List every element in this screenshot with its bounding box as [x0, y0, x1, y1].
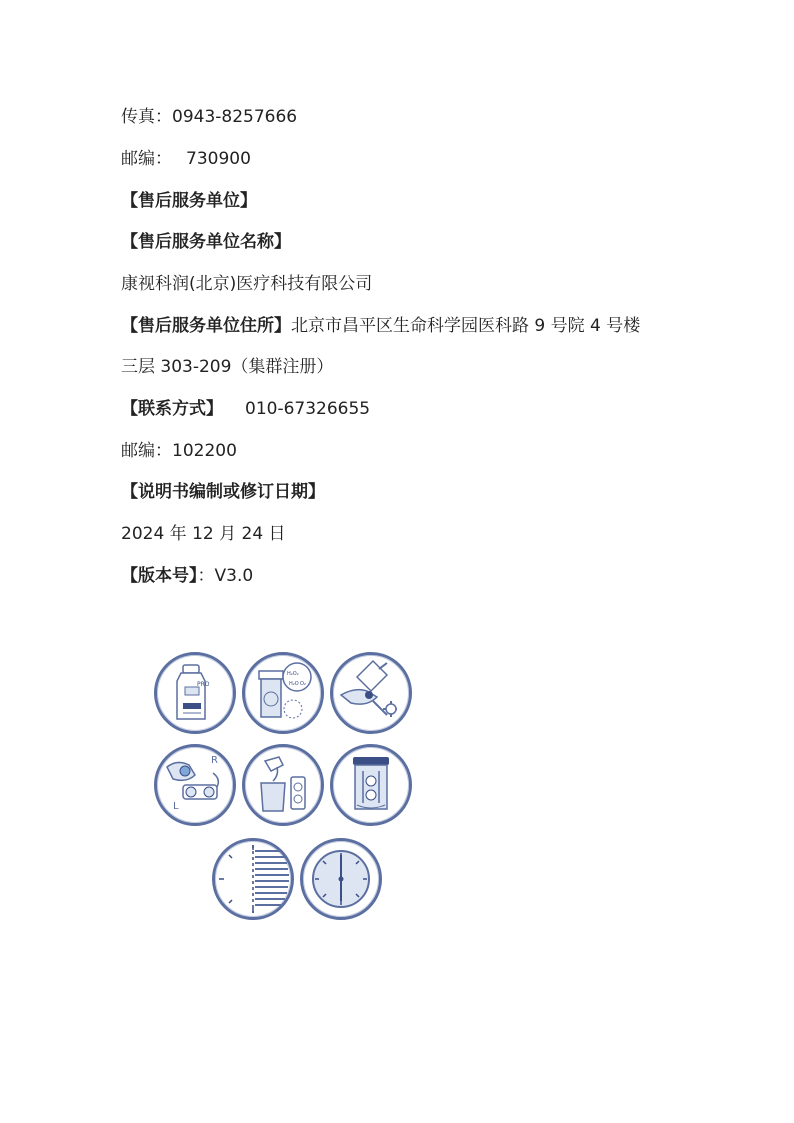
revision-date-heading: 【说明书编制或修订日期】	[121, 482, 325, 502]
version-separator: ：	[197, 566, 215, 586]
bottle-label-text: PRO	[197, 681, 210, 688]
after-sales-unit-name-heading: 【售后服务单位名称】	[121, 232, 291, 252]
full-clock-icon	[300, 838, 382, 920]
solution-bottle-icon	[154, 652, 236, 734]
chem-label-3: O₂	[300, 681, 306, 687]
contact-line	[121, 398, 370, 420]
postcode-label: 邮编：	[121, 149, 172, 169]
contact-value: 010-67326655	[245, 399, 371, 419]
lens-case-basket-icon	[330, 744, 412, 826]
fax-line	[121, 106, 297, 128]
lens-label-left: L	[173, 801, 179, 812]
postcode-line-2	[121, 440, 237, 462]
postcode-label: 邮编：	[121, 441, 172, 461]
fax-label: 传真：	[121, 107, 172, 127]
address-line-2: 三层 303-209（集群注册）	[121, 357, 334, 377]
address-line	[121, 315, 640, 337]
after-sales-unit-name: 康视科润(北京)医疗科技有限公司	[121, 274, 373, 294]
fax-value: 0943-8257666	[172, 107, 298, 127]
postcode-line-1	[121, 148, 251, 170]
lens-label-right: R	[211, 755, 218, 766]
address-value-line1: 北京市昌平区生命科学园医科路 9 号院 4 号楼	[291, 316, 641, 336]
revision-date-value: 2024 年 12 月 24 日	[121, 524, 286, 544]
case-reaction-icon	[242, 652, 324, 734]
half-clock-icon	[212, 838, 294, 920]
postcode-value: 102200	[172, 441, 237, 461]
chem-label-1: H₂O₂	[287, 671, 299, 677]
version-line	[121, 565, 253, 587]
version-label: 【版本号】	[121, 566, 198, 586]
care-instructions-figure	[150, 648, 420, 928]
chem-label-2: H₂O	[289, 681, 299, 687]
contact-label: 【联系方式】	[121, 399, 223, 419]
lens-left-right-icon	[154, 744, 236, 826]
after-sales-unit-heading: 【售后服务单位】	[121, 191, 257, 211]
postcode-value: 730900	[186, 149, 251, 169]
pour-solution-icon	[242, 744, 324, 826]
dropper-rinse-icon	[330, 652, 412, 734]
address-label: 【售后服务单位住所】	[121, 316, 291, 336]
version-value: V3.0	[214, 566, 254, 586]
